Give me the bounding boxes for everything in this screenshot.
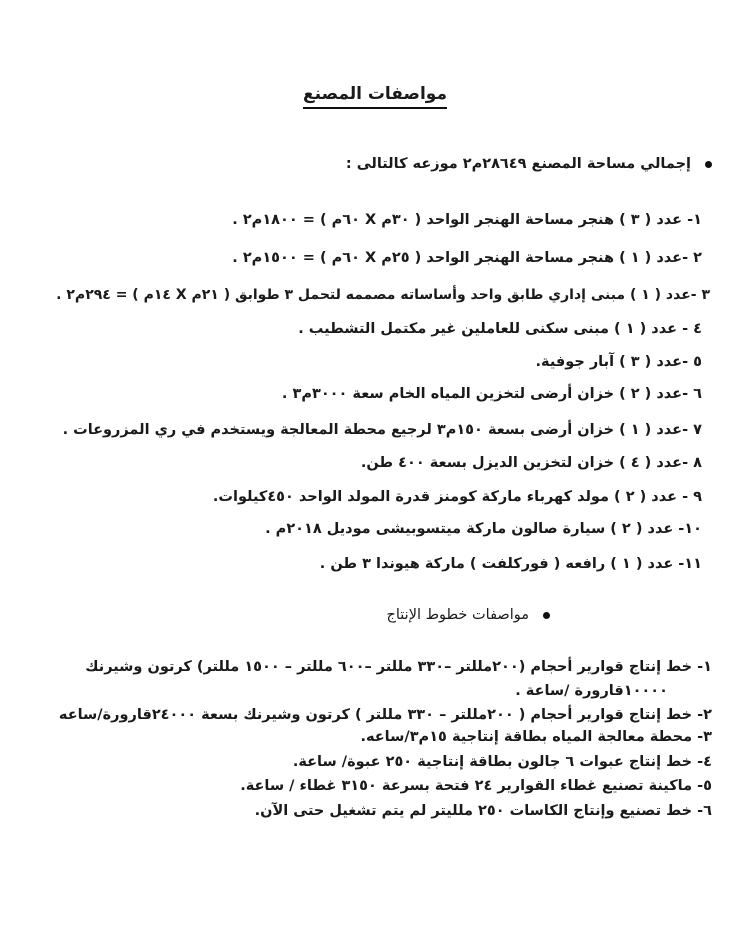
- section2-heading: مواصفات خطوط الإنتاج: [386, 607, 529, 623]
- bullet-icon: [543, 612, 550, 619]
- list-item: ٤- خط إنتاج عبوات ٦ جالون بطاقة إنتاجية ٢٥٠ عبوة/ ساعة.: [292, 754, 712, 770]
- list-item: ٥ -عدد ( ٣ ) آبار جوفية.: [535, 354, 702, 370]
- list-item: ٨ -عدد ( ٤ ) خزان لتخزين الديزل بسعة ٤٠٠ طن.: [360, 455, 702, 471]
- document-title: [0, 84, 750, 104]
- list-item: ٣- محطة معالجة المياه بطاقة إنتاجية ١٥م٣/ساعه.: [360, 729, 712, 745]
- list-item: ١١- عدد ( ١ ) رافعه ( فوركلفت ) ماركة هيوندا ٣ طن .: [319, 556, 702, 572]
- section2-heading-row: [387, 604, 550, 626]
- list-item: ٦ -عدد ( ٢ ) خزان أرضى لتخزين المياه الخام سعة ٣٠٠٠م٣ .: [281, 386, 702, 402]
- list-item: ٤ - عدد ( ١ ) مبنى سكنى للعاملين غير مكتمل التشطيب .: [298, 321, 702, 337]
- section1-heading-row: [346, 153, 712, 175]
- list-item: ١٠- عدد ( ٢ ) سيارة صالون ماركة ميتسوبيشى موديل ٢٠١٨م .: [265, 521, 702, 537]
- list-item: ٢- خط إنتاج قوارير أحجام ( ٢٠٠مللتر – ٣٣٠ مللتر ) كرتون وشيرنك بسعة ٢٤٠٠٠قارورة/ساعه: [58, 707, 712, 723]
- list-item: ٦- خط تصنيع وإنتاج الكاسات ٢٥٠ مللیتر لم يتم تشغيل حتى الآن.: [254, 803, 712, 819]
- list-item: ١- خط إنتاج قوارير أحجام (٢٠٠مللتر –٣٣٠ مللتر –٦٠٠ مللتر – ١٥٠٠ مللتر) كرتون وشيرنك: [85, 659, 712, 675]
- list-item: ٧ -عدد ( ١ ) خزان أرضى بسعة ١٥٠م٣ لرجيع محطة المعالجة ويستخدم في ري المزروعات .: [62, 422, 702, 438]
- list-item: ٢ -عدد ( ١ ) هنجر مساحة الهنجر الواحد ( ٢٥م X ٦٠م ) = ١٥٠٠م٢ .: [232, 250, 702, 266]
- list-item: ١- عدد ( ٣ ) هنجر مساحة الهنجر الواحد ( ٣٠م X ٦٠م ) = ١٨٠٠م٢ .: [232, 212, 702, 228]
- list-item: ٣ -عدد ( ١ ) مبنى إداري طابق واحد وأساساته مصممه لتحمل ٣ طوابق ( ٢١م X ١٤م ) = ٢٩٤م٢ .: [56, 287, 710, 303]
- section1-heading: إجمالي مساحة المصنع ٢٨٦٤٩م٢ موزعه كالتالى :: [345, 156, 691, 172]
- list-item: ٩ - عدد ( ٢ ) مولد كهرباء ماركة كومنز قدرة المولد الواحد ٤٥٠كيلوات.: [212, 489, 702, 505]
- title-text: مواصفات المصنع: [303, 84, 447, 109]
- bullet-icon: [705, 161, 712, 168]
- list-item: ٥- ماكينة تصنيع غطاء القوارير ٢٤ فتحة بسرعة ٣١٥٠ غطاء / ساعة.: [240, 778, 712, 794]
- list-item-continuation: ١٠٠٠٠قارورة /ساعة .: [515, 683, 668, 699]
